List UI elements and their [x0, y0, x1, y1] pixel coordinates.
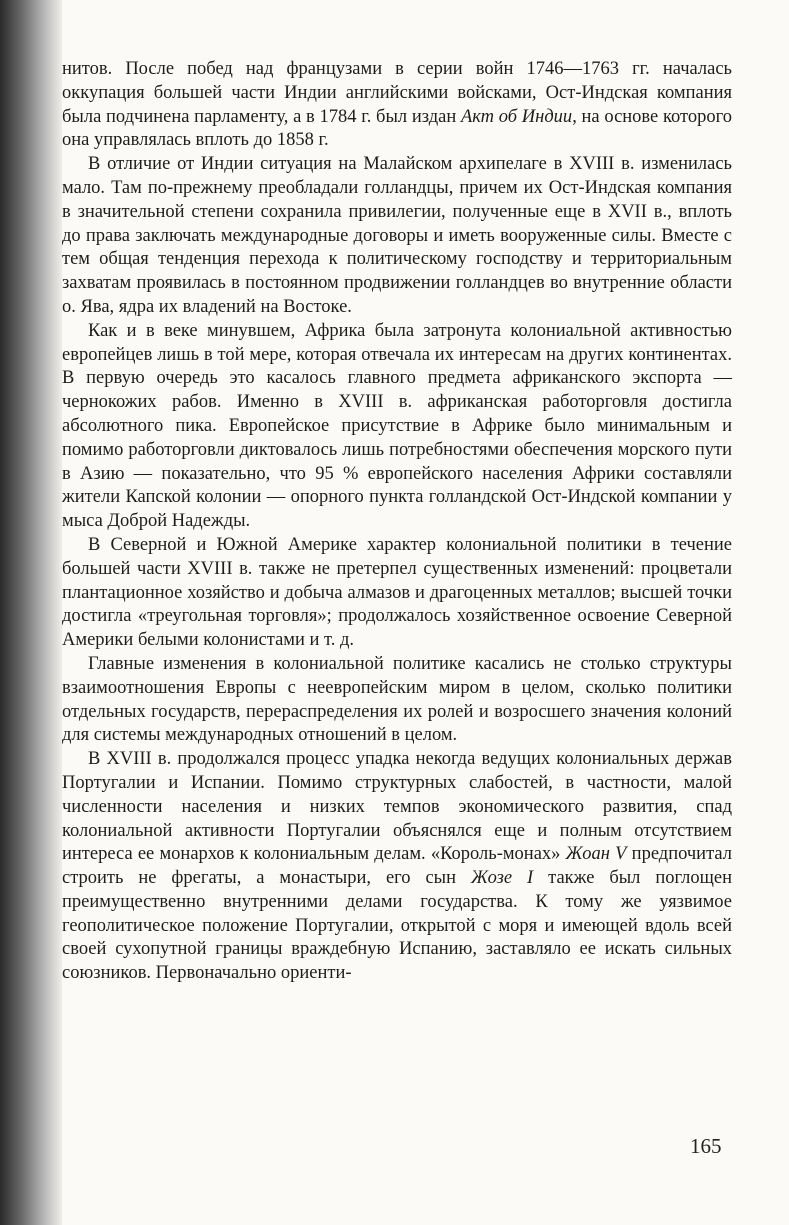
text-run: В Северной и Южной Америке характер колониальной политики в течение большей части XVIII в. также не претерпел существенных изменений: процветали плантационное хозяйство и добыча алмазов и драгоценных металлов; высшей точки достигла «треугольная торговля»; продолжалось хозяйственное освоение Северной Америки белыми колонистами и т. д.	[62, 534, 732, 651]
text-run: предпочитал строить не фрегаты, а монастыри, его сын	[62, 844, 732, 889]
text-run: В XVIII в. продолжался процесс упадка некогда ведущих колониальных держав Португалии и Испании. Помимо структурных слабостей, в частности, малой численности населения и низких темпов экономического развития, спад колониальной активности Португалии объяснялся еще и полным отсутствием интереса ее монархов к колониальным делам. «Король-монах»	[62, 749, 732, 865]
text-run: Как и в веке минувшем, Африка была затронута колониальной активностью европейцев лишь в той мере, которая отвечала их интересам на других континентах. В первую очередь это касалось главного предмета африканского экспорта — чернокожих рабов. Именно в XVIII в. африканская работорговля достигла абсолютного пика. Европейское присутствие в Африке было минимальным и помимо работорговли диктовалось лишь потребностями обеспечения морского пути в Азию — показательно, что 95 % европейского населения Африки составляли жители Капской колонии — опорного пункта голландской Ост-Индской компании у мыса Доброй Надежды.	[62, 320, 732, 532]
paragraph-2	[62, 153, 732, 320]
text-run: В отличие от Индии ситуация на Малайском архипелаге в XVIII в. изменилась мало. Там по-прежнему преобладали голландцы, причем их Ост-Индская компания в значительной степени сохранила привилегии, полученные еще в XVII в., вплоть до права заключать международные договоры и иметь вооруженные силы. Вместе с тем общая тенденция перехода к политическому господству и территориальным захватам проявилась в постоянном продвижении голландцев во внутренние области о. Ява, ядра их владений на Востоке.	[62, 154, 732, 317]
paragraph-4	[62, 534, 732, 653]
italic-term: Акт об Индии	[460, 106, 573, 127]
paragraph-1	[62, 58, 732, 153]
body-text	[62, 58, 732, 986]
text-run: также был поглощен преимущественно внутренними делами государства. К тому же уязвимое геополитическое положение Португалии, открытой с моря и имеющей вдоль всей своей сухопутной границы враждебную Испанию, заставляло ее искать сильных союзников. Первоначально ориенти-	[62, 868, 732, 984]
italic-name: Жоан V	[565, 844, 627, 865]
binding-gutter-shadow	[0, 0, 62, 1225]
paragraph-6	[62, 748, 732, 986]
text-run: , на основе которого она управлялась вплоть до 1858 г.	[62, 106, 732, 151]
page-number: 165	[690, 1134, 722, 1158]
paragraph-5	[62, 653, 732, 748]
text-run: Главные изменения в колониальной политике касались не столько структуры взаимоотношения Европы с неевропейским миром в целом, сколько политики отдельных государств, перераспределения их ролей и возросшего значения колоний для системы международных отношений в целом.	[62, 653, 732, 746]
text-run: нитов. После побед над французами в серии войн 1746—1763 гг. началась оккупация большей части Индии английскими войсками, Ост-Индская компания была подчинена парламенту, а в 1784 г. был издан	[62, 59, 732, 127]
italic-name: Жозе I	[470, 868, 534, 889]
paragraph-3	[62, 320, 732, 534]
